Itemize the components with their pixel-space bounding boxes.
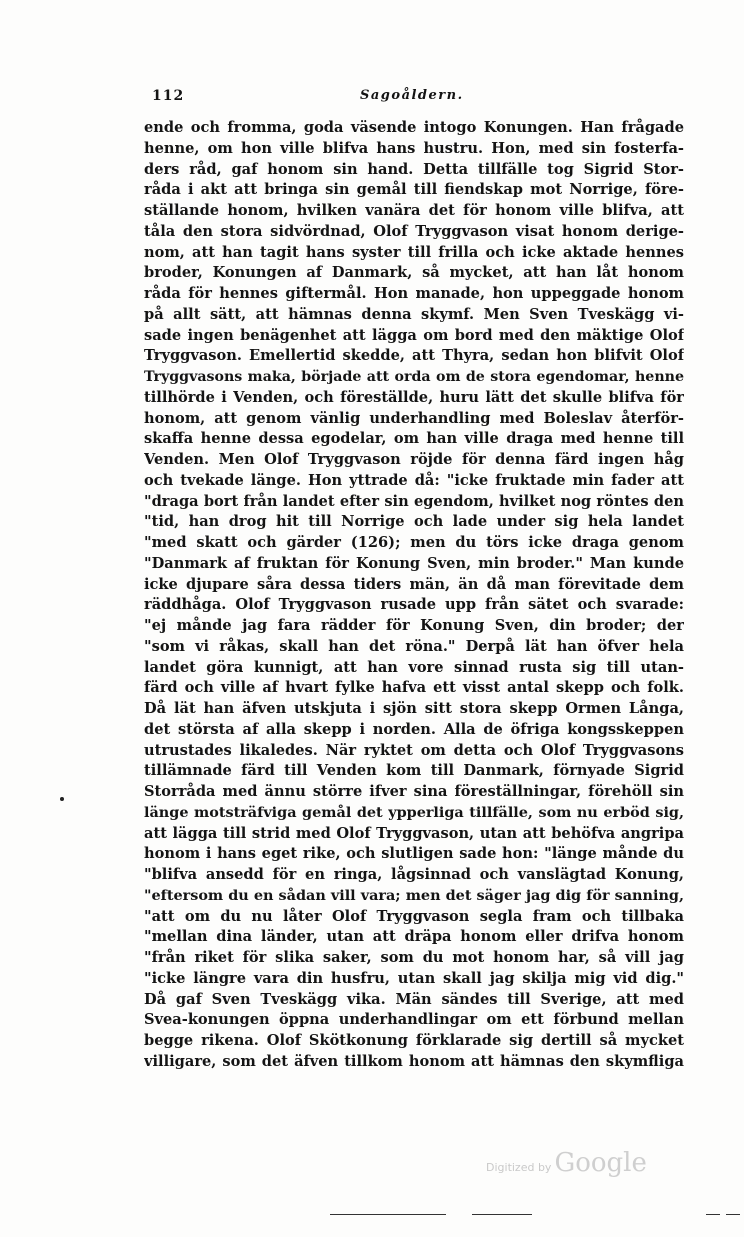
text-line: sade ingen benägenhet att lägga om bord med den mäktige Olof [144,326,684,344]
text-line: räddhåga. Olof Tryggvason rusade upp från sätet och svarade: [144,596,684,614]
text-line: honom, att genom vänlig underhandling med Boleslav återför- [144,409,684,427]
text-line: ders råd, gaf honom sin hand. Detta tillfälle tog Sigrid Stor- [144,160,684,178]
text-line: Venden. Men Olof Tryggvason röjde för denna färd ingen håg [144,451,684,468]
text-line: tillämnade färd till Venden kom till Danmark, förnyade Sigrid [144,762,684,780]
text-line: "att om du nu låter Olof Tryggvason segla fram och tillbaka [144,907,684,925]
page-header [152,88,682,108]
text-line: Då gaf Sven Tveskägg vika. Män sändes till Sverige, att med [144,990,684,1008]
text-line: "blifva ansedd för en ringa, lågsinnad och vanslägtad Konung, [144,866,684,883]
text-line: Storråda med ännu större ifver sina föreställningar, förehöll sin [144,783,684,800]
text-line: "tid, han drog hit till Norrige och lade under sig hela landet [144,513,684,531]
text-line: "mellan dina länder, utan att dräpa honom eller drifva honom [144,928,684,946]
text-line: "Danmark af fruktan för Konung Sven, min broder." Man kunde [144,554,684,572]
text-line: på allt sätt, att hämnas denna skymf. Men Sven Tveskägg vi- [144,305,684,323]
text-line: begge rikena. Olof Skötkonung förklarade sig dertill så mycket [144,1032,684,1049]
text-line: "som vi råkas, skall han det röna." Derpå lät han öfver hela [144,637,684,655]
running-title: Sagoåldern. [360,88,464,103]
text-line: villigare, som det äfven tillkom honom att hämnas den skymfliga [144,1052,684,1070]
text-line: råda i akt att bringa sin gemål till fiendskap mot Norrige, före- [144,181,684,199]
watermark-prefix: Digitized by [486,1161,552,1174]
text-line: Tryggvason. Emellertid skedde, att Thyra, sedan hon blifvit Olof [144,347,684,365]
page-number: 112 [152,88,185,104]
text-line: råda för hennes giftermål. Hon manade, hon uppeggade honom [144,285,684,302]
text-line: icke djupare såra dessa tiders män, än då man förevitade dem [144,575,684,593]
text-line: "icke längre vara din husfru, utan skall jag skilja mig vid dig." [144,969,684,987]
footer-rule [330,1214,446,1215]
text-line: landet göra kunnigt, att han vore sinnad rusta sig till utan- [144,658,684,676]
text-line: Tryggvasons maka, började att orda om de stora egendomar, henne [144,369,684,385]
text-line: det största af alla skepp i norden. Alla de öfriga kongsskeppen [144,720,684,738]
text-line: färd och ville af hvart fylke hafva ett visst antal skepp och folk. [144,679,684,697]
footer-rule [472,1214,532,1215]
watermark-brand: Google [554,1148,647,1178]
margin-mark [60,797,64,801]
text-line: "eftersom du en sådan vill vara; men det säger jag dig för sanning, [144,886,684,904]
text-line: "draga bort från landet efter sin egendom, hvilket nog röntes den [144,492,684,510]
text-line: "med skatt och gärder (126); men du törs icke draga genom [144,534,684,551]
text-line: att lägga till strid med Olof Tryggvason, utan att behöfva angripa [144,824,684,842]
digitization-watermark [486,1148,647,1178]
text-line: Då lät han äfven utskjuta i sjön sitt stora skepp Ormen Långa, [144,700,684,717]
text-line: Svea-konungen öppna underhandlingar om ett förbund mellan [144,1011,684,1029]
text-line: tåla den stora sidvördnad, Olof Tryggvason visat honom derige- [144,222,684,240]
text-line: nom, att han tagit hans syster till frilla och icke aktade hennes [144,243,684,261]
text-line: honom i hans eget rike, och slutligen sade hon: "länge månde du [144,845,684,863]
footer-rule [726,1214,740,1215]
text-line: ställande honom, hvilken vanära det för honom ville blifva, att [144,202,684,219]
text-line: länge motsträfviga gemål det ypperliga tillfälle, som nu erböd sig, [144,803,684,821]
text-line: utrustades likaledes. När ryktet om detta och Olof Tryggvasons [144,741,684,759]
text-line: skaffa henne dessa egodelar, om han ville draga med henne till [144,430,684,448]
text-line: "ej månde jag fara rädder för Konung Sven, din broder; der [144,617,684,634]
text-line: ende och fromma, goda väsende intogo Konungen. Han frågade [144,119,684,136]
text-line: broder, Konungen af Danmark, så mycket, att han låt honom [144,264,684,282]
text-line: "från riket för slika saker, som du mot honom har, så vill jag [144,949,684,966]
text-line: henne, om hon ville blifva hans hustru. Hon, med sin fosterfa- [144,139,684,157]
text-line: tillhörde i Venden, och föreställde, huru lätt det skulle blifva för [144,388,684,406]
text-line: och tvekade länge. Hon yttrade då: "icke fruktade min fader att [144,471,684,489]
body-text [144,118,684,1073]
footer-rule [706,1214,720,1215]
